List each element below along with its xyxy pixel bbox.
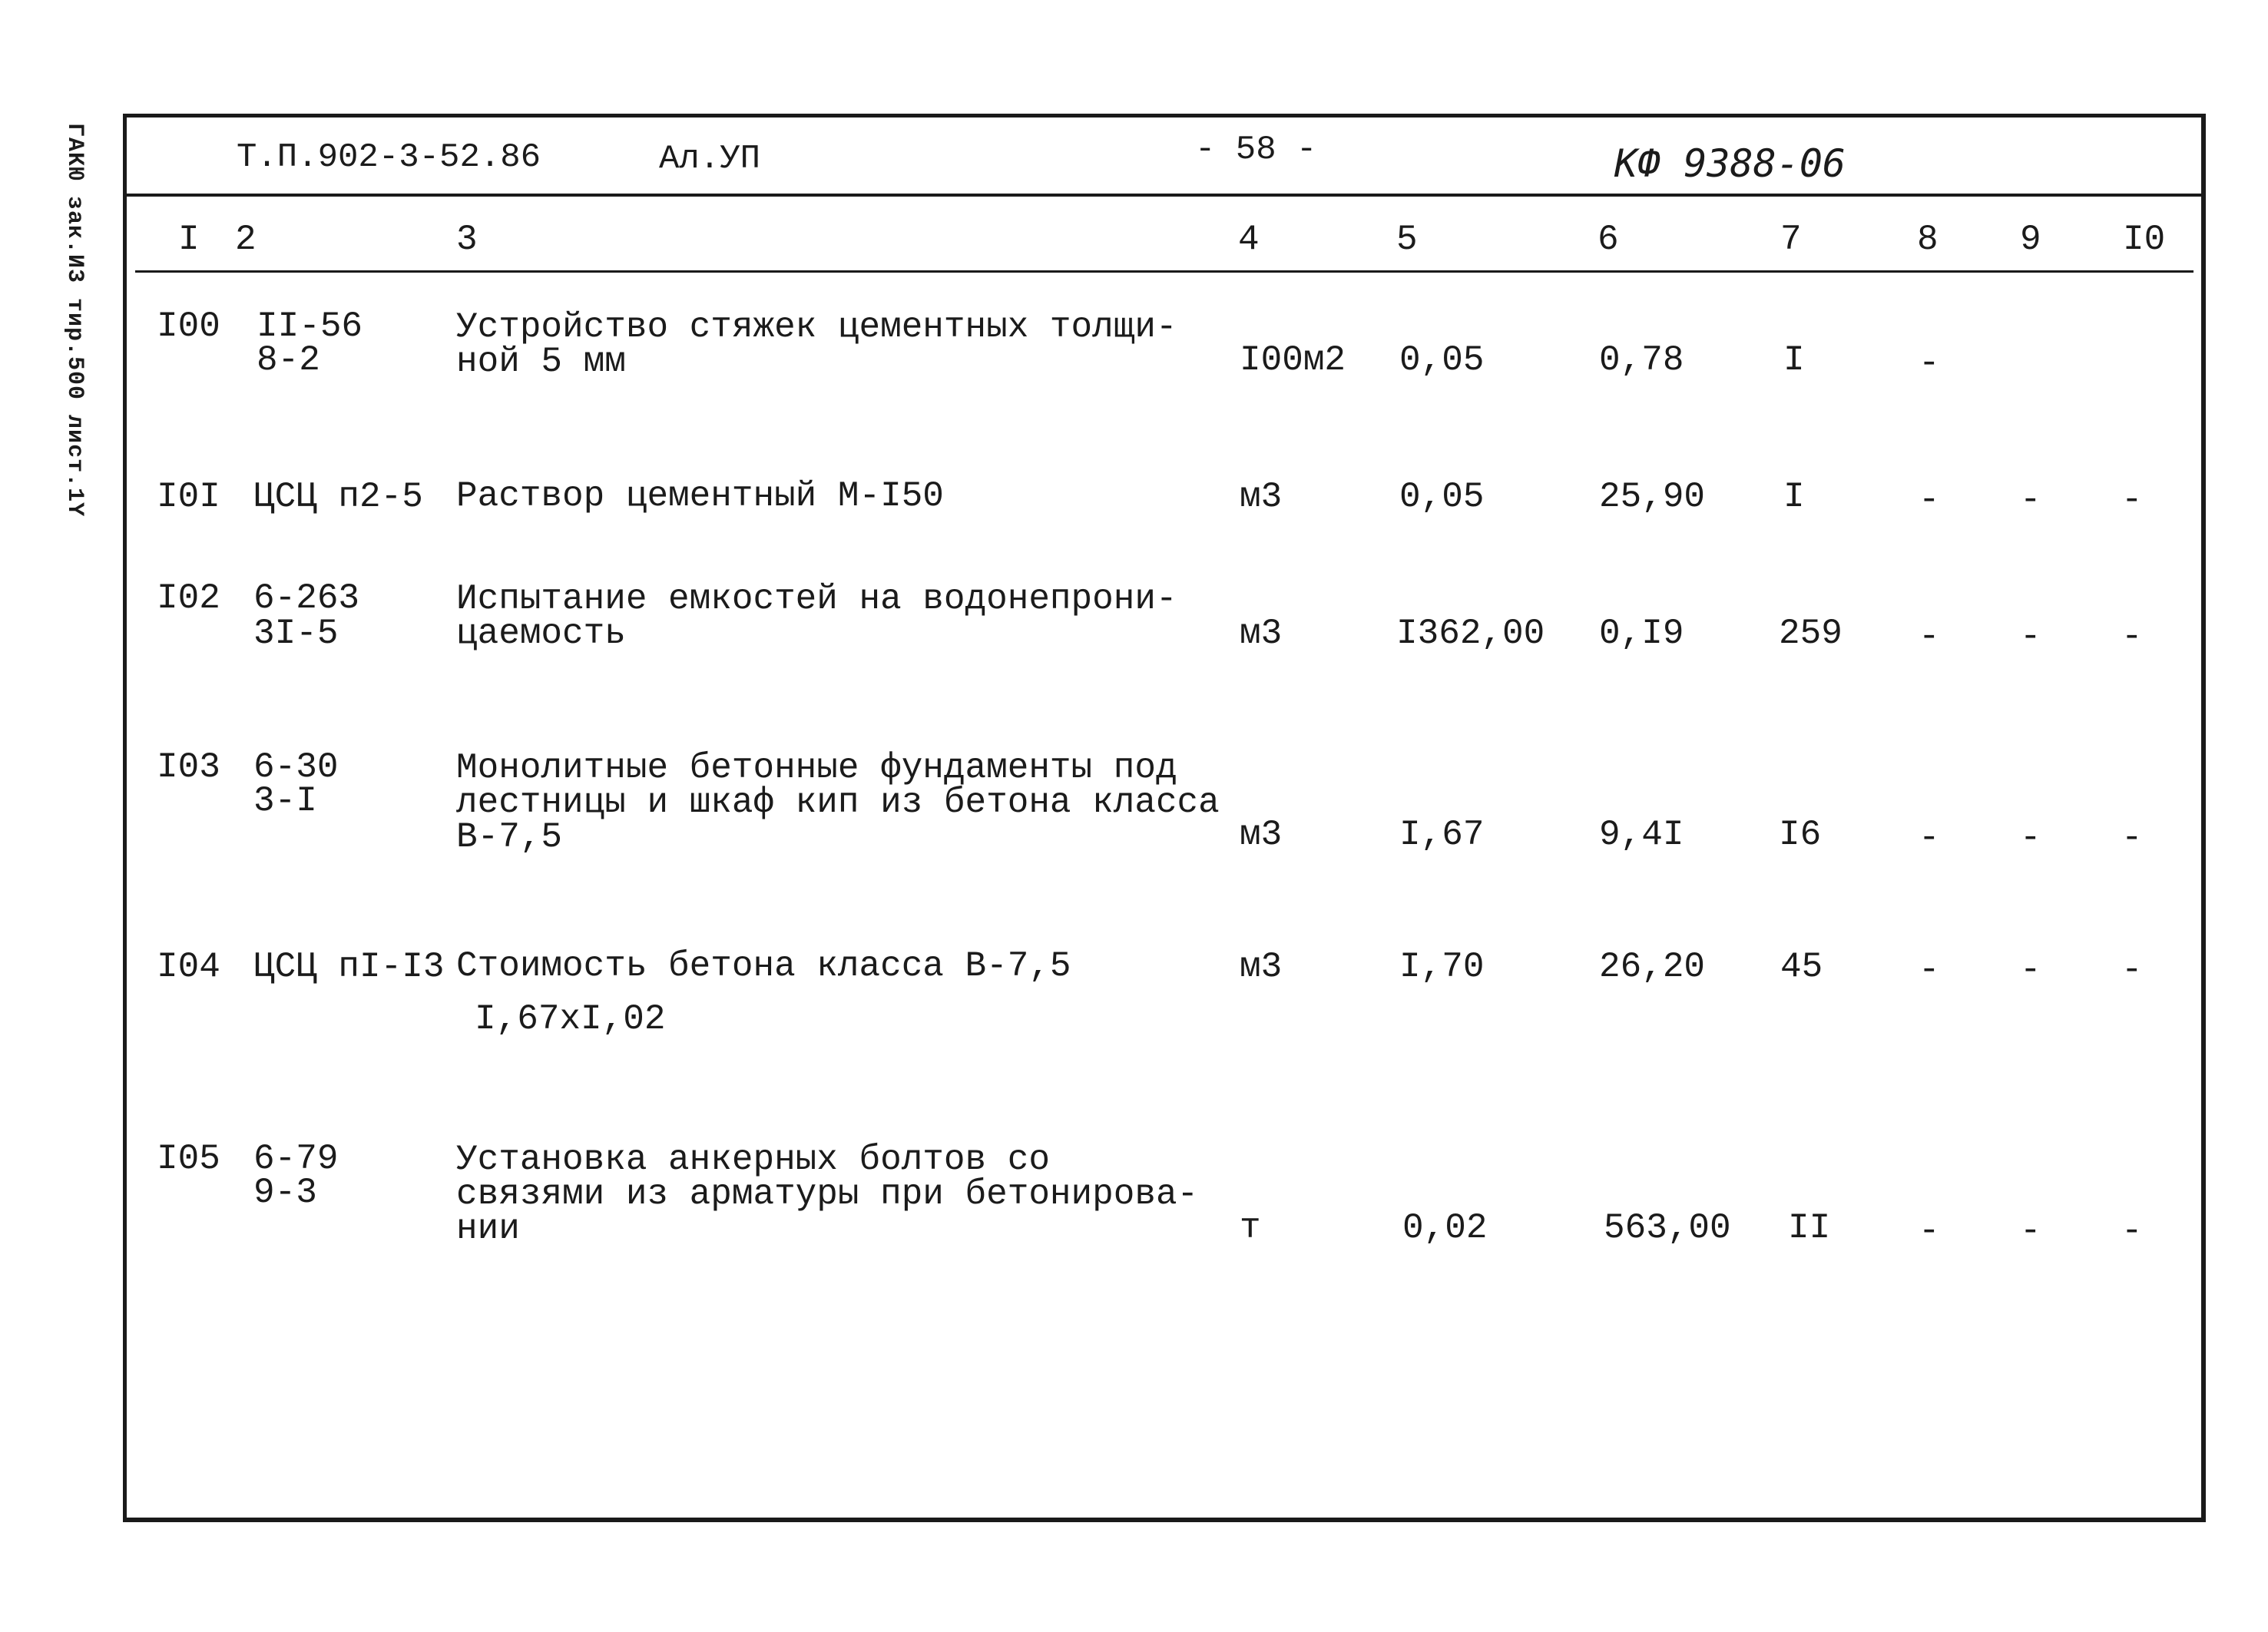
row-code: 6-79: [253, 1139, 339, 1179]
row-col10: -: [2121, 1211, 2143, 1251]
row-unit-price: 0,I9: [1599, 614, 1684, 654]
row-col9: -: [2020, 950, 2041, 990]
row-total: II: [1788, 1208, 1831, 1248]
row-description: Установка анкерных болтов со связями из арматуры при бетонирова- нии: [456, 1140, 1199, 1249]
row-col8: -: [1919, 1211, 1940, 1251]
row-col9: -: [2020, 617, 2041, 657]
row-quantity: 0,05: [1399, 477, 1485, 517]
row-total: 45: [1780, 947, 1823, 987]
row-calculation-note: I,67хI,02: [475, 999, 666, 1039]
row-number: I03: [157, 747, 220, 787]
side-stamp: ГАКЮ зак.И3 тир.500 лист.1Y: [61, 123, 88, 518]
page-number: - 58 -: [1195, 131, 1317, 169]
col-header-3: 3: [456, 220, 478, 260]
row-col10: -: [2121, 818, 2143, 858]
row-unit: м3: [1240, 947, 1283, 987]
row-total: I6: [1779, 815, 1822, 855]
row-code: 3I-5: [253, 614, 339, 654]
doc-code: Т.П.902-3-52.86: [237, 138, 541, 177]
row-code: ЦСЦ пI-I3: [253, 947, 445, 987]
row-col9: -: [2020, 818, 2041, 858]
row-unit: м3: [1240, 815, 1283, 855]
header-divider: [127, 194, 2202, 197]
col-header-2: 2: [235, 220, 257, 260]
row-unit: I00м2: [1240, 340, 1346, 380]
row-code: 6-263: [253, 578, 360, 618]
row-unit-price: 9,4I: [1599, 815, 1684, 855]
row-number: I0I: [157, 477, 220, 517]
row-col10: -: [2121, 617, 2143, 657]
row-quantity: I,67: [1399, 815, 1485, 855]
row-unit-price: 25,90: [1599, 477, 1706, 517]
row-unit-price: 26,20: [1599, 947, 1706, 987]
row-unit: т: [1240, 1208, 1261, 1248]
row-quantity: 0,05: [1399, 340, 1485, 380]
row-code: 6-30: [253, 747, 339, 787]
row-total: I: [1783, 477, 1805, 517]
row-number: I04: [157, 947, 220, 987]
col-header-10: I0: [2123, 220, 2166, 260]
col-header-8: 8: [1917, 220, 1939, 260]
row-col9: -: [2020, 1211, 2041, 1251]
row-total: I: [1783, 340, 1805, 380]
row-number: I05: [157, 1139, 220, 1179]
row-description: Устройство стяжек цементных толщи- ной 5 мм: [456, 307, 1177, 382]
col-header-5: 5: [1396, 220, 1418, 260]
row-description: Монолитные бетонные фундаменты под лестницы и шкаф кип из бетона класса В-7,5: [456, 748, 1220, 857]
row-code: 9-3: [253, 1173, 317, 1213]
row-unit-price: 0,78: [1599, 340, 1684, 380]
row-description: Раствор цементный М-I50: [456, 476, 944, 516]
row-code: 8-2: [257, 340, 320, 380]
row-col8: -: [1919, 343, 1940, 383]
row-col8: -: [1919, 950, 1940, 990]
row-col10: -: [2121, 950, 2143, 990]
column-header-divider: [135, 270, 2194, 273]
row-col8: -: [1919, 818, 1940, 858]
col-header-4: 4: [1238, 220, 1260, 260]
row-total: 259: [1779, 614, 1843, 654]
row-unit: м3: [1240, 614, 1283, 654]
row-col8: -: [1919, 617, 1940, 657]
row-code: ЦСЦ п2-5: [253, 477, 423, 517]
row-unit: м3: [1240, 477, 1283, 517]
row-quantity: I362,00: [1396, 614, 1545, 654]
row-code: 3-I: [253, 781, 317, 821]
row-quantity: 0,02: [1402, 1208, 1488, 1248]
row-description: Стоимость бетона класса В-7,5: [456, 946, 1071, 986]
row-col8: -: [1919, 480, 1940, 520]
col-header-1: I: [178, 220, 200, 260]
album-label: Ал.УП: [659, 140, 761, 178]
col-header-6: 6: [1598, 220, 1619, 260]
row-number: I02: [157, 578, 220, 618]
row-code: II-56: [257, 306, 363, 346]
row-unit-price: 563,00: [1604, 1208, 1731, 1248]
archive-code: КФ 9388-06: [1614, 141, 1846, 186]
row-col9: -: [2020, 480, 2041, 520]
col-header-9: 9: [2020, 220, 2041, 260]
row-col10: -: [2121, 480, 2143, 520]
row-number: I00: [157, 306, 220, 346]
col-header-7: 7: [1780, 220, 1802, 260]
row-quantity: I,70: [1399, 947, 1485, 987]
row-description: Испытание емкостей на водонепрони- цаемость: [456, 579, 1177, 654]
